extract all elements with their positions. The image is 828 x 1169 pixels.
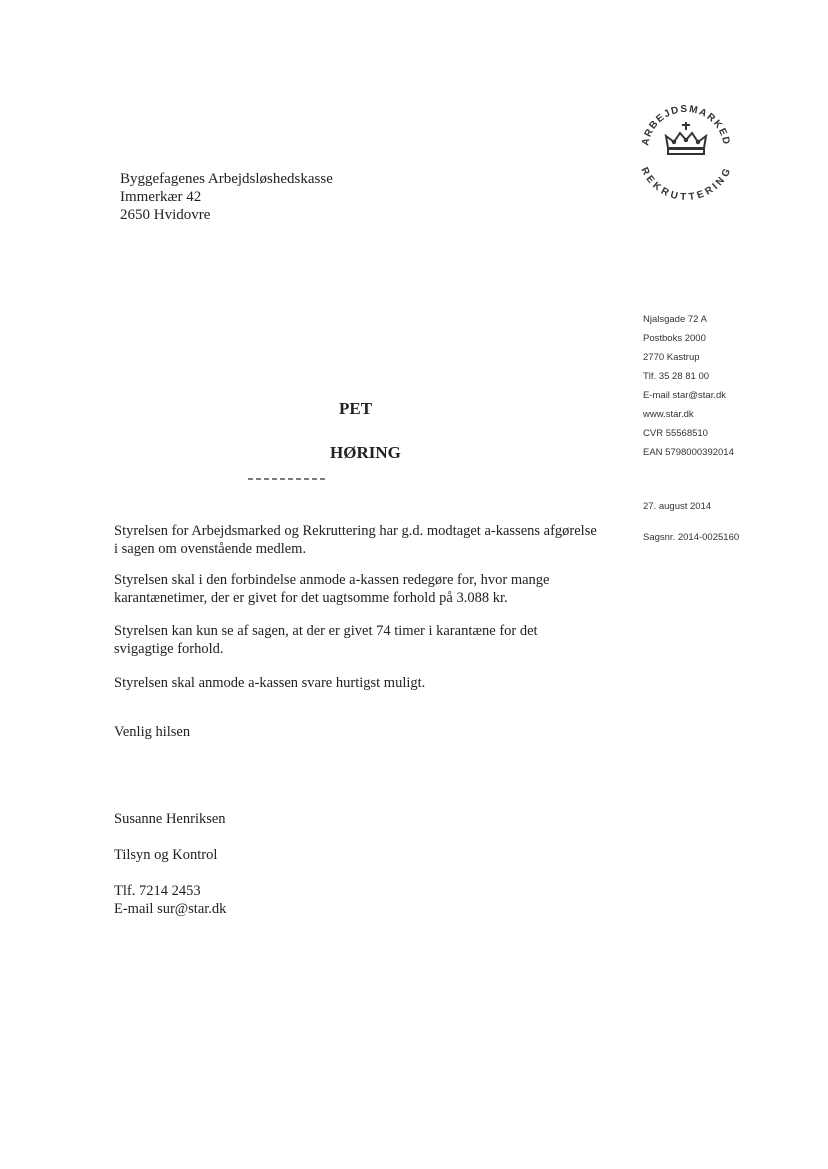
logo-top-text: ARBEJDSMARKED [640, 103, 732, 147]
svg-text:REKRUTTERING [638, 166, 733, 203]
signer-email: E-mail sur@star.dk [114, 901, 227, 917]
sender-web: www.star.dk [643, 409, 694, 420]
paragraph-line: svigagtige forhold. [114, 641, 224, 657]
recipient-city: 2650 Hvidovre [120, 207, 211, 223]
paragraph-line: Styrelsen for Arbejdsmarked og Rekruttering har g.d. modtaget a-kassens afgørelse [114, 523, 597, 539]
paragraph-2 [114, 571, 549, 607]
paragraph-line: Styrelsen skal anmode a-kassen svare hurtigst muligt. [114, 675, 426, 691]
sender-ean: EAN 5798000392014 [643, 447, 734, 458]
sender-pobox: Postboks 2000 [643, 333, 706, 344]
signer-contact [114, 882, 226, 918]
recipient-street: Immerkær 42 [120, 189, 202, 205]
crown-icon [666, 122, 706, 154]
subject-name: PET [339, 399, 373, 418]
subject-heading: HØRING [330, 443, 401, 462]
paragraph-4 [114, 674, 425, 692]
sender-cvr: CVR 55568510 [643, 428, 708, 439]
paragraph-line: Styrelsen skal i den forbindelse anmode a-kassen redegøre for, hvor mange [114, 572, 550, 588]
paragraph-line: i sagen om ovenstående medlem. [114, 541, 307, 557]
sender-info [643, 310, 734, 462]
redacted-number [248, 476, 328, 482]
letter-date: 27. august 2014 [643, 501, 712, 512]
recipient-address [120, 170, 333, 224]
paragraph-3 [114, 622, 538, 658]
closing-greeting: Venlig hilsen [114, 724, 191, 740]
seal-icon [630, 92, 742, 204]
logo-bottom-text: REKRUTTERING [638, 165, 734, 204]
sender-phone: Tlf. 35 28 81 00 [643, 371, 710, 382]
agency-logo [630, 92, 742, 204]
case-number: Sagsnr. 2014-0025160 [643, 532, 740, 543]
recipient-name: Byggefagenes Arbejdsløshedskasse [120, 171, 333, 187]
paragraph-line: karantænetimer, der er givet for det uagtsomme forhold på 3.088 kr. [114, 590, 508, 606]
paragraph-1 [114, 522, 597, 558]
paragraph-line: Styrelsen kan kun se af sagen, at der er givet 74 timer i karantæne for det [114, 623, 538, 639]
sender-email: E-mail star@star.dk [643, 390, 727, 401]
sender-address: Njalsgade 72 A [643, 314, 707, 325]
signer-phone: Tlf. 7214 2453 [114, 883, 201, 899]
signer-department: Tilsyn og Kontrol [114, 847, 218, 863]
signer-name: Susanne Henriksen [114, 811, 226, 827]
sender-city: 2770 Kastrup [643, 352, 700, 363]
